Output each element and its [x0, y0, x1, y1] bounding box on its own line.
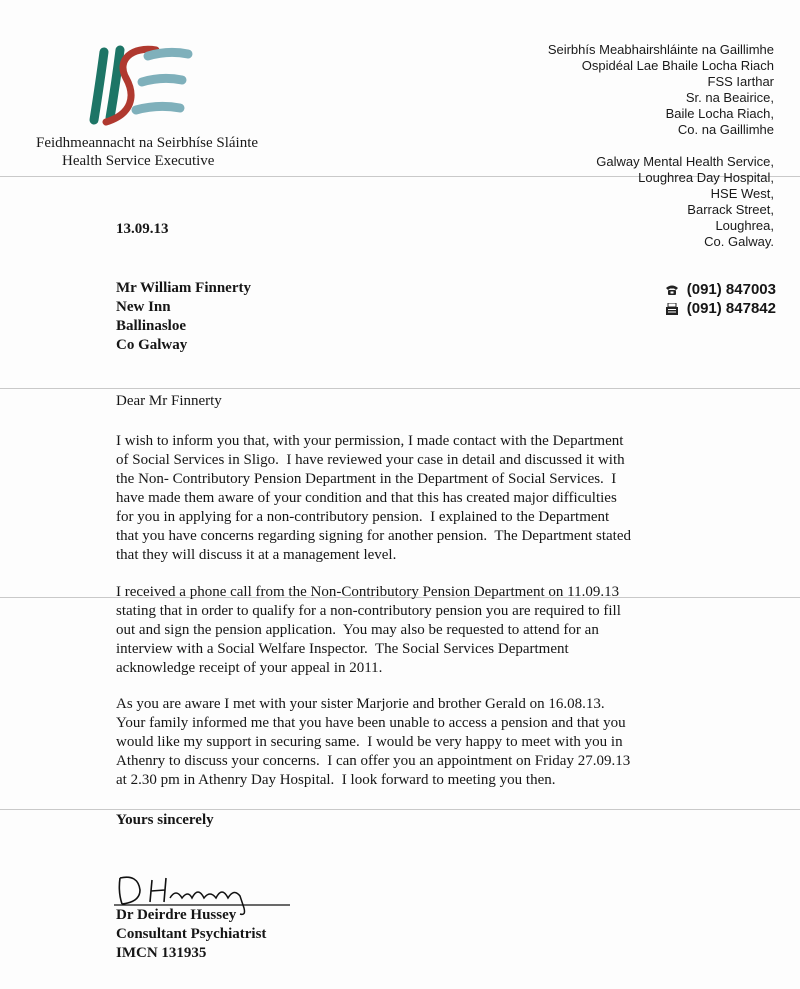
signer-registration: IMCN 131935 — [116, 945, 207, 961]
text-line: stating that in order to qualify for a non-contributory pension you are required to fill — [116, 603, 621, 619]
text-line: have made them aware of your condition and that this has created major difficulties — [116, 490, 617, 506]
text-line: out and sign the pension application. You may also be requested to attend for an — [116, 622, 599, 638]
fax-number: (091) 847842 — [686, 300, 776, 317]
signer-block — [116, 906, 266, 963]
recipient-line: Mr William Finnerty — [116, 280, 251, 296]
text-line: Your family informed me that you have been unable to access a pension and that you — [116, 715, 626, 731]
address-irish — [548, 42, 774, 138]
address-line: Sr. na Beairice, — [685, 90, 774, 105]
address-line: Barrack Street, — [687, 202, 774, 217]
text-line: that they will discuss it at a management level. — [116, 547, 397, 563]
phone-number: (091) 847003 — [686, 281, 776, 298]
address-line: Co. na Gaillimhe — [677, 122, 774, 137]
recipient-line: Ballinasloe — [116, 318, 187, 334]
text-line: As you are aware I met with your sister Marjorie and brother Gerald on 16.08.13. — [116, 696, 605, 712]
text-line: of Social Services in Sligo. I have reviewed your case in detail and discussed it with — [116, 452, 625, 468]
letter-date: 13.09.13 — [116, 221, 169, 237]
telephone-icon — [665, 284, 679, 296]
address-line: Loughrea, — [715, 218, 774, 233]
text-line: would like my support in securing same. I would be very happy to meet with you in — [116, 734, 623, 750]
text-line: I wish to inform you that, with your permission, I made contact with the Department — [116, 433, 624, 449]
text-line: at 2.30 pm in Athenry Day Hospital. I look forward to meeting you then. — [116, 772, 556, 788]
address-line: Seirbhís Meabhairshláinte na Gaillimhe — [547, 42, 774, 57]
recipient-address — [116, 279, 251, 355]
org-name-irish: Feidhmeannacht na Seirbhíse Sláinte — [36, 135, 259, 151]
address-line: HSE West, — [710, 186, 774, 201]
closing: Yours sincerely — [116, 812, 214, 828]
signer-title: Consultant Psychiatrist — [116, 926, 267, 942]
address-line: Galway Mental Health Service, — [596, 154, 774, 169]
address-line: Ospidéal Lae Bhaile Locha Riach — [581, 58, 774, 73]
recipient-line: New Inn — [116, 299, 171, 315]
address-english — [596, 154, 774, 250]
fold-line — [0, 388, 800, 389]
text-line: interview with a Social Welfare Inspector. The Social Services Department — [116, 641, 569, 657]
phone-row — [665, 280, 776, 299]
address-line: Baile Locha Riach, — [665, 106, 774, 121]
salutation: Dear Mr Finnerty — [116, 393, 222, 409]
text-line: for you in applying for a non-contributory pension. I explained to the Department — [116, 509, 610, 525]
signer-name: Dr Deirdre Hussey — [116, 907, 237, 923]
address-line: Co. Galway. — [704, 234, 774, 249]
text-line: acknowledge receipt of your appeal in 2011. — [116, 660, 383, 676]
text-line: Athenry to discuss your concerns. I can offer you an appointment on Friday 27.09.13 — [116, 753, 631, 769]
body-paragraph — [116, 432, 690, 565]
address-line: Loughrea Day Hospital, — [638, 170, 774, 185]
org-name-english: Health Service Executive — [62, 153, 215, 169]
fold-line — [0, 809, 800, 810]
fax-icon — [665, 303, 679, 315]
fax-row — [665, 299, 776, 318]
body-paragraph — [116, 695, 690, 790]
text-line: the Non- Contributory Pension Department in the Department of Social Services. I — [116, 471, 617, 487]
body-paragraph — [116, 583, 690, 678]
text-line: that you have concerns regarding signing for another pension. The Department stated — [116, 528, 631, 544]
address-line: FSS Iarthar — [707, 74, 774, 89]
phone-block — [665, 280, 776, 318]
recipient-line: Co Galway — [116, 337, 188, 353]
hse-logo — [86, 42, 196, 126]
text-line: I received a phone call from the Non-Contributory Pension Department on 11.09.13 — [116, 584, 620, 600]
